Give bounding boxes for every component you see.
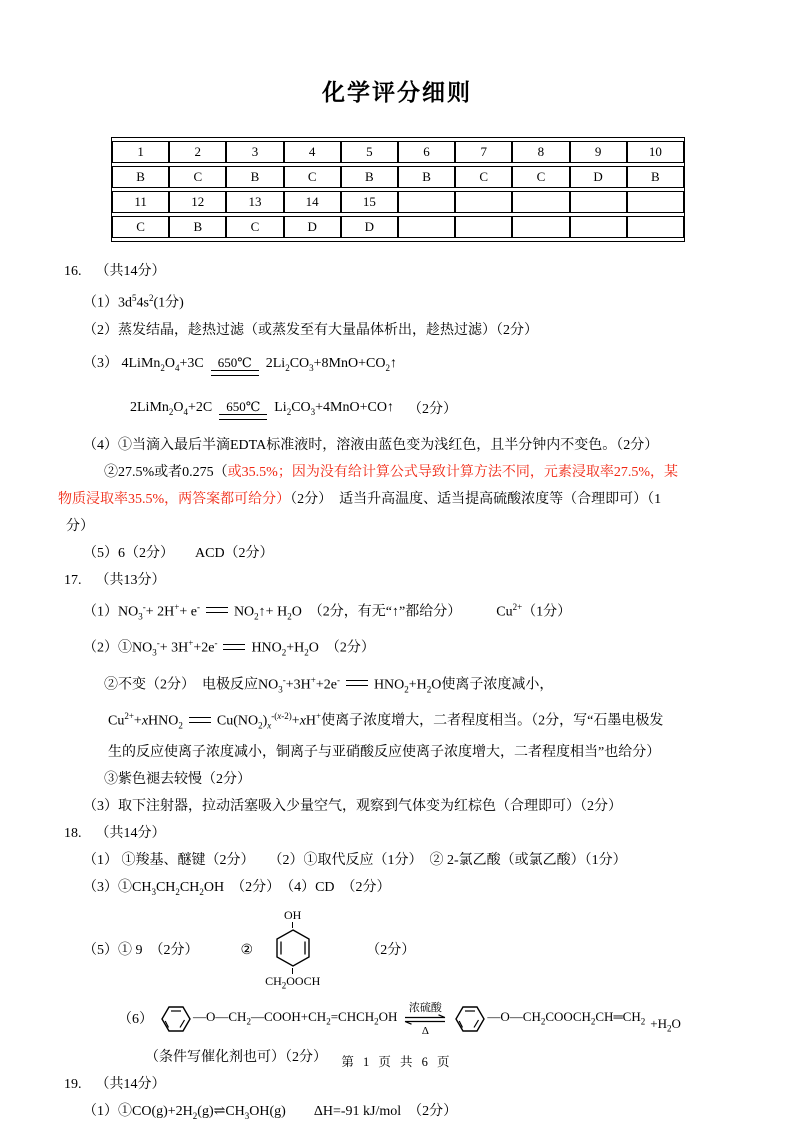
answer-cell: 12 [169,191,226,213]
equation-right: $2Li_2CO_3+8MnO+CO_2↑$ [265,355,397,373]
condition-label: 650℃ [226,399,261,415]
question-total-score: （共14分） [95,264,166,279]
table-row [112,191,684,213]
answer-cell: B [627,166,684,188]
question-number: 19. [64,1077,82,1093]
answer-cell: C [284,166,341,188]
q16-answer-2: （2）蒸发结晶，趁热过滤（或蒸发至有大量晶体析出，趁热过滤）（2分） [83,322,538,338]
q18-header [64,820,794,847]
answer-cell: 3 [226,141,283,163]
answer-text: （2分） 适当升高温度、适当提高硫酸浓度等（合理即可）（1 [290,491,662,507]
double-line-equals [219,414,267,420]
answer-cell: 1 [112,141,169,163]
substituent-top: OH [283,908,302,923]
answer-cell: 15 [341,191,398,213]
answer-cell: C [455,166,512,188]
answer-cell: 2 [169,141,226,163]
q16-answer-4c [58,486,794,513]
water-byproduct: $+H_2O$ [650,1015,681,1034]
condition-top: 浓硫酸 [408,1001,442,1014]
question-number: 16. [64,264,82,279]
q18-answer-5 [83,906,794,994]
table-row [112,216,684,238]
score-label: （2分） [366,942,416,958]
answer-cell: B [398,166,455,188]
answer-cell [512,191,569,213]
answer-cell: B [112,166,169,188]
product-formula: $—O—CH_2COOCH_2CH═CH_2$ [487,1008,646,1027]
answer-cell [570,191,627,213]
reactant-formula: $—O—CH_2—COOH+CH_2=CHCH_2OH$ [193,1008,398,1027]
answer-cell [627,216,684,238]
answer-cell: B [226,166,283,188]
answer-cell [627,191,684,213]
equation-left: （3） $4LiMn_2O_4+3C$ [83,355,204,373]
page-footer: 第 1 页 共 6 页 [341,1055,453,1069]
answer-cell: B [341,166,398,188]
q16-answer-4b [104,459,794,486]
answer-cell: C [512,166,569,188]
phenol-structure [265,908,320,992]
q16-answer-4d: 分） [66,518,94,534]
answer-text: ②27.5%或者0.275（ [104,464,228,480]
question-total-score: （共13分） [95,572,166,588]
red-note-text: 物质浸取率35.5%，两答案都可给分） [58,491,291,507]
answer-cell: 6 [398,141,455,163]
question-number: 18. [64,826,82,842]
answer-cell: 11 [112,191,169,213]
answer-cell: 5 [341,141,398,163]
red-note-text: 或35.5%；因为没有给计算公式导致计算方法不同，元素浸取率27.5%，某 [227,464,678,480]
item-label: （6） [118,1011,153,1027]
substituent-bottom: $CH_2OOCH$ [265,974,321,991]
answer-cell [512,216,569,238]
answer-cell: C [169,166,226,188]
answer-table [111,137,685,242]
answer-cell: C [226,216,283,238]
answer-cell: D [284,216,341,238]
answer-cell [398,216,455,238]
q17-answer-3: （3）取下注射器，拉动活塞吸入少量空气，观察到气体变为红棕色（合理即可）（2分） [83,799,622,815]
page-title: 化学评分细则 [322,79,472,105]
answer-cell: B [169,216,226,238]
answer-cell [570,216,627,238]
score-label: （2分） [407,402,457,418]
q17-answer-2b: ②不变（2分） 电极反应$NO_3^-+3H^++2e^-$ $HNO_2+H_2O$使离子浓度减小， [104,674,554,695]
answer-cell: 8 [512,141,569,163]
q17-answer-2e: ③紫色褪去较慢（2分） [104,772,251,788]
q16-answer-5: （5）6（2分） ACD（2分） [83,545,274,561]
q16-answer-1: $(1)3d^54s^2(1$分) [83,293,184,311]
q17-answer-2a: $(2)①NO_3^-+ 3H^++2e^-$ $HNO_2+H_2O$ （2分） [83,638,375,658]
answer-cell [455,191,512,213]
q19-answer-1: $(1)①CO(g)+2H_2(g)\rightleftharpoons CH_3OH(g)$ ΔH=-91 kJ/mol （2分） [83,1104,458,1122]
answer-cell: C [112,216,169,238]
q16-equation-2 [130,388,794,432]
answer-cell: D [341,216,398,238]
answer-cell [398,191,455,213]
answer-text: （5）① 9 （2分） [83,942,199,958]
question-number: 17. [64,572,82,588]
q19-header [64,1071,794,1098]
q17-header [64,567,794,594]
reaction-condition [211,355,259,376]
q18-answer-6-note: （条件写催化剂也可）（2分） [145,1050,327,1066]
answer-body [0,258,794,1123]
circled-two-label: ② [240,942,254,958]
condition-bottom: Δ [421,1024,429,1037]
double-line-equals [211,370,259,376]
answer-cell: D [570,166,627,188]
q18-answer-3: $(3)①CH_3CH_2CH_2OH$ （2分） （4）CD （2分） [83,880,391,898]
answer-cell: 7 [455,141,512,163]
answer-cell: 10 [627,141,684,163]
question-total-score: （共14分） [95,826,166,842]
answer-cell: 13 [226,191,283,213]
q17-answer-1: $(1)NO_3^-+ 2H^++ e^-$ $NO_2↑+ H_2O$ （2分，有无“↑”都给分） $Cu^{2+}(1$分） [83,601,572,622]
q18-answer-6 [118,994,794,1044]
question-total-score: （共14分） [95,1077,166,1093]
q18-answer-1: （1） ①羧基、醚键（2分） （2）①取代反应（1分） ② 2-氯乙酸（或氯乙酸）（1分） [83,853,627,869]
q17-answer-2d: 生的反应使离子浓度减小，铜离子与亚硝酸反应使离子浓度增大，二者程度相当”也给分） [108,745,661,761]
table-row [112,166,684,188]
benzene-ring-icon [159,1004,193,1034]
q17-answer-2c: $Cu^{2+}+xHNO_2$ $Cu(NO_2)_x^{-(x-2)}+xH^+$使离子浓度增大，二者程度相当。（2分，写“石墨电极发 [108,711,664,731]
equilibrium-condition [402,1002,448,1037]
benzene-ring-icon [453,1004,487,1034]
q16-equation-1 [83,344,794,388]
answer-table-wrap [111,137,685,242]
equation-right: $Li_2CO_3+4MnO+CO↑$ [274,399,394,417]
equation-left: $2LiMn_2O_4+2C$ [130,399,213,417]
benzene-ring-icon [275,928,311,968]
answer-cell: 14 [284,191,341,213]
answer-cell: 4 [284,141,341,163]
q16-header [64,258,794,285]
answer-cell [455,216,512,238]
table-row [112,141,684,163]
condition-label: 650℃ [217,355,252,371]
equilibrium-arrows-icon [402,1014,448,1025]
q16-answer-4a: （4）①当滴入最后半滴EDTA标准液时，溶液由蓝色变为浅红色，且半分钟内不变色。（2分） [83,437,659,453]
reaction-condition [219,399,267,420]
answer-cell: 9 [570,141,627,163]
